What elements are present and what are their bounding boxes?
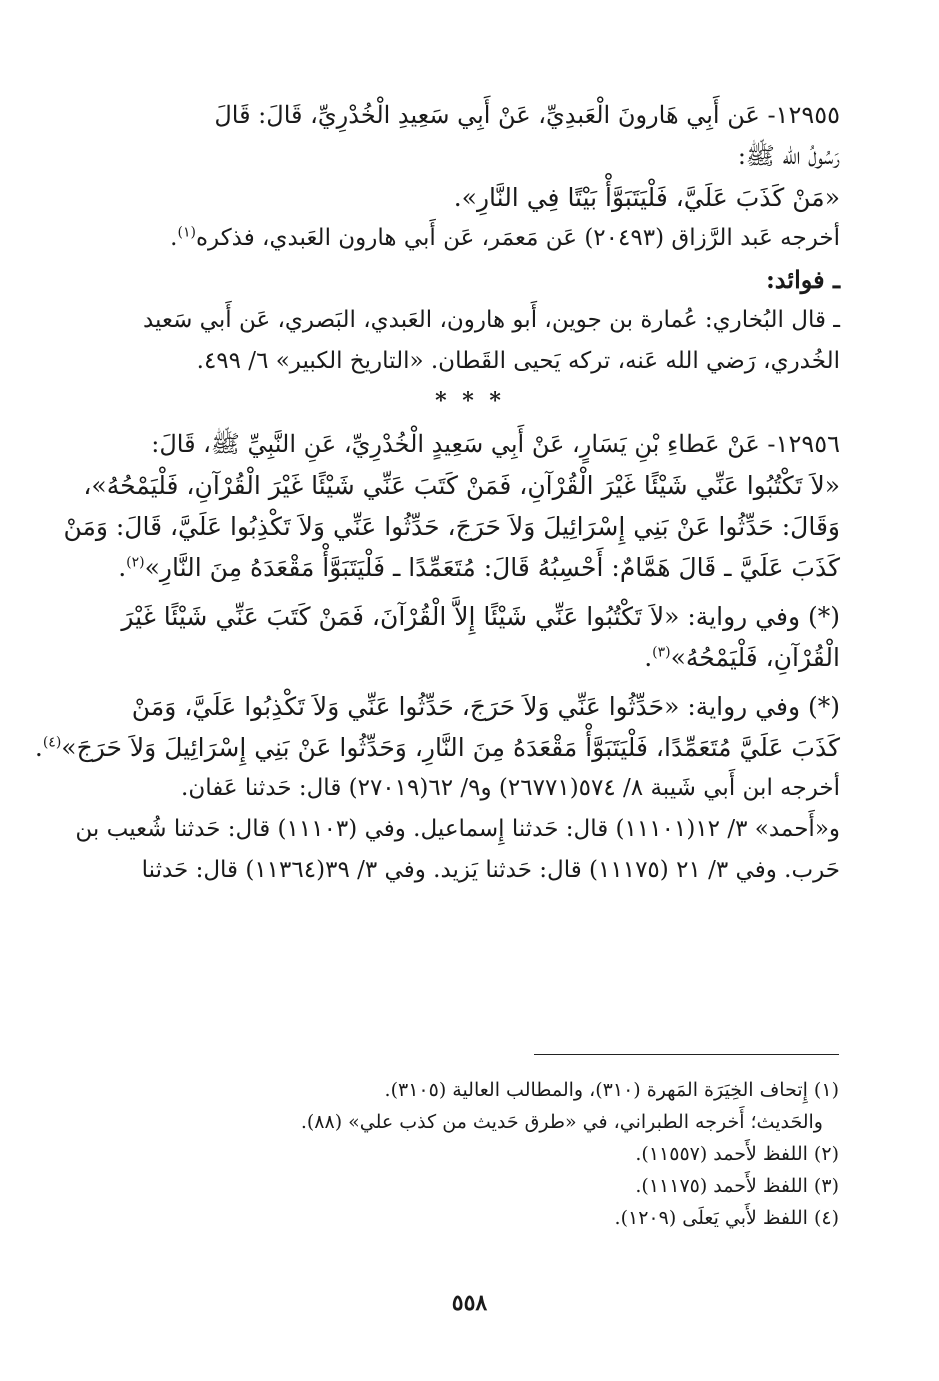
benefit-line-2: الخُدري، رَضي الله عَنه، تركه يَحيى القَطان. «التاريخ الكبير» ٦/ ٤٩٩. — [196, 348, 840, 374]
hadith-12956-line-4: كَذَبَ عَلَيَّ ـ قَالَ هَمَّامٌ: أَحْسِبُهُ قَالَ: مُتَعَمِّدًا ـ فَلْيَتَبَوَّأْ مَقْعَدَهُ مِنَ النَّارِ»$^{(٢)}$. — [118, 553, 840, 582]
hadith-12956-line-2: «لاَ تَكْتُبُوا عَنِّي شَيْئًا غَيْرَ الْقُرْآنِ، فَمَنْ كَتَبَ عَنِّي شَيْئًا غَيْرَ الْقُرْآنِ، فَلْيَمْحُهُ»، — [83, 471, 840, 500]
page-number: ٥٥٨ — [451, 1290, 488, 1316]
hadith-12955-line-2: رَسُولُ الله ﷺ: — [737, 142, 840, 170]
footnote-2: (٢) اللفظ لأَحمد (١١٥٥٧). — [635, 1143, 839, 1165]
riwaya-2-line-2: كَذَبَ عَلَيَّ مُتَعَمِّدًا، فَلْيَتَبَوَّأْ مَقْعَدَهُ مِنَ النَّارِ، وَحَدِّثُوا عَنْ بَنِي إِسْرَائِيلَ وَلاَ حَرَجَ»$^{(٤)}$. — [34, 733, 840, 762]
riwaya-2-line-1: (*) وفي رواية: «حَدِّثُوا عَنِّي وَلاَ حَرَجَ، حَدِّثُوا عَنِّي وَلاَ تَكْذِبُوا عَلَيَّ، وَمَنْ — [131, 692, 840, 721]
footnote-ref-3[interactable]: (٣) — [652, 644, 671, 661]
hadith-12956-source-line-3: حَرب. وفي ٣/ ٢١ (١١١٧٥) قال: حَدثنا يَزيد. وفي ٣/ ٣٩(١١٣٦٤) قال: حَدثنا — [141, 857, 840, 883]
section-separator: * * * — [435, 388, 505, 414]
page-body — [34, 95, 840, 891]
riwaya-text: كَذَبَ عَلَيَّ مُتَعَمِّدًا، فَلْيَتَبَوَّأْ مَقْعَدَهُ مِنَ النَّارِ، وَحَدِّثُوا عَنْ بَنِي إِسْرَائِيلَ وَلاَ حَرَجَ» — [61, 733, 840, 762]
footnote-3: (٣) اللفظ لأَحمد (١١١٧٥). — [635, 1175, 839, 1197]
footnote-ref-2[interactable]: (٢) — [126, 554, 145, 571]
benefit-line-1: ـ قال البُخاري: عُمارة بن جوين، أَبو هارون، العَبدي، البَصري، عَن أَبي سَعيد — [142, 307, 840, 333]
footnotes — [99, 1074, 839, 1234]
hadith-12956-line-1: ١٢٩٥٦- عَنْ عَطاءِ بْنِ يَسَارٍ، عَنْ أَبِي سَعِيدٍ الْخُدْرِيِّ، عَنِ النَّبِيِّ ﷺ، قَالَ: — [151, 430, 840, 458]
hadith-12955-quote: «مَنْ كَذَبَ عَلَيَّ، فَلْيَتَبَوَّأْ بَيْتًا فِي النَّارِ». — [453, 183, 840, 212]
hadith-12956-source-line-1: أخرجه ابن أَبي شَيبة ٨/ ٥٧٤(٢٦٧٧١) و٩/ ٦٢(٢٧٠١٩) قال: حَدثنا عَفان. — [181, 775, 840, 801]
footnote-ref-4[interactable]: (٤) — [42, 734, 62, 751]
riwaya-1-line-1: (*) وفي رواية: «لاَ تَكْتُبُوا عَنِّي شَيْئًا إِلاَّ الْقُرْآنَ، فَمَنْ كَتَبَ عَنِّي شَيْئًا غَيْرَ — [121, 602, 840, 631]
hadith-12956-line-3: وَقَالَ: حَدِّثُوا عَنْ بَنِي إِسْرَائِيلَ وَلاَ حَرَجَ، حَدِّثُوا عَنِّي وَلاَ تَكْذِبُوا عَلَيَّ، قَالَ: وَمَنْ — [63, 512, 840, 541]
riwaya-1-line-2: الْقُرْآنِ، فَلْيَمْحُهُ»$^{(٣)}$. — [644, 643, 840, 672]
riwaya-text: الْقُرْآنِ، فَلْيَمْحُهُ» — [670, 643, 840, 672]
hadith-12956-source-line-2: و«أَحمد» ٣/ ١٢(١١١٠١) قال: حَدثنا إِسماعيل. وفي (١١١٠٣) قال: حَدثنا شُعيب بن — [75, 816, 840, 842]
footnote-1: (١) إِتحاف الخِيَرَة المَهرة (٣١٠)، والمطالب العالية (٣١٠٥). — [384, 1079, 839, 1101]
footnote-divider — [534, 1054, 839, 1055]
benefits-heading: ـ فوائد: — [765, 265, 840, 294]
hadith-12955-source: أخرجه عَبد الرَّزاق (٢٠٤٩٣) عَن مَعمَر، عَن أَبي هارون العَبدي، فذكره$^{(١)}$. — [170, 224, 840, 251]
hadith-12955-line-1: ١٢٩٥٥- عَن أَبِي هَارونَ الْعَبدِيِّ، عَنْ أَبِي سَعِيدِ الْخُدْرِيِّ، قَالَ: قَالَ — [214, 101, 840, 129]
footnote-ref-1[interactable]: (١) — [177, 224, 196, 241]
footnote-4: (٤) اللفظ لأَبي يَعلَى (١٢٠٩). — [614, 1207, 839, 1229]
hadith-text: كَذَبَ عَلَيَّ ـ قَالَ هَمَّامٌ: أَحْسِبُهُ قَالَ: مُتَعَمِّدًا ـ فَلْيَتَبَوَّأْ مَقْعَدَهُ مِنَ النَّارِ» — [144, 553, 840, 582]
footnote-1-continuation: والحَديث؛ أَخرجه الطبراني، في «طرق حَديث من كذب علي» (٨٨). — [300, 1111, 823, 1133]
source-text: أخرجه عَبد الرَّزاق (٢٠٤٩٣) عَن مَعمَر، عَن أَبي هارون العَبدي، فذكره — [195, 225, 840, 251]
